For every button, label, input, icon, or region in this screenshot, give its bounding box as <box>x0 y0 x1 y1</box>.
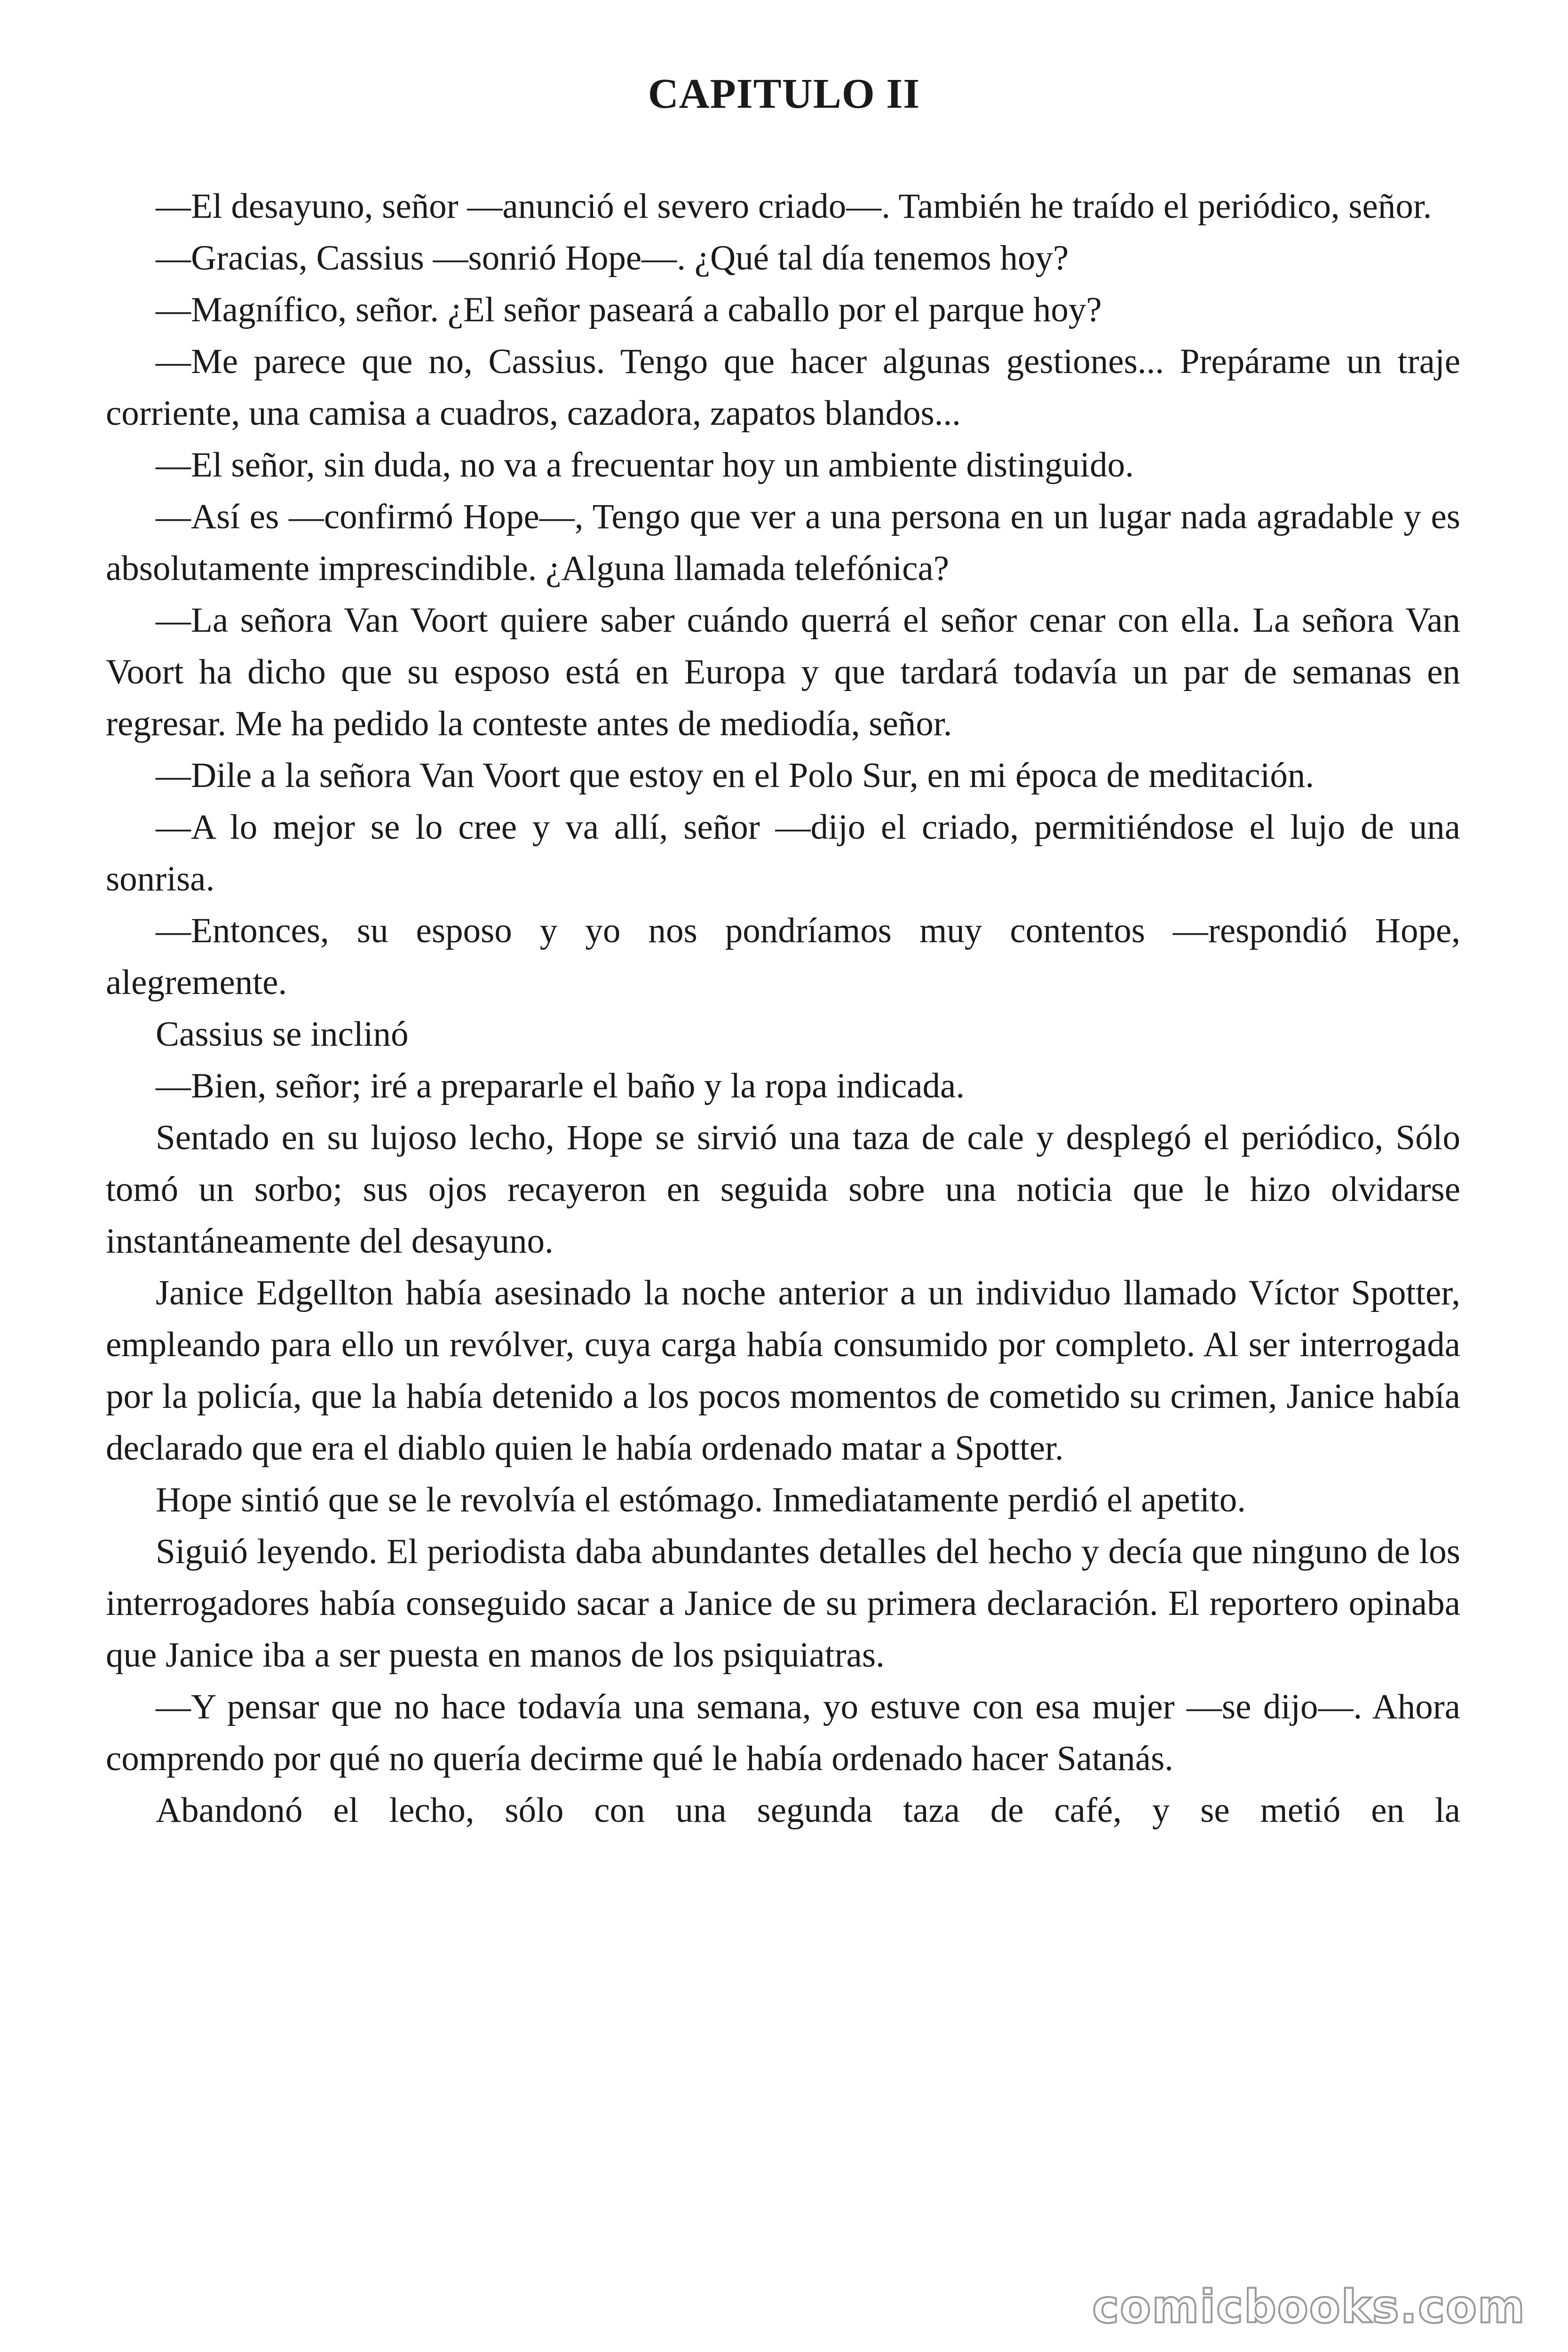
paragraph: —Y pensar que no hace todavía una semana, yo estuve con esa mujer —se dijo—. Ahora comprendo por qué no quería decirme qué le había ordenado hacer Satanás. <box>106 1687 1460 1778</box>
paragraph-cutoff: Abandonó el lecho, sólo con una segunda taza de café, y se metió en la <box>156 1791 1460 1830</box>
chapter-title: CAPITULO II <box>648 71 920 117</box>
paragraph: —El desayuno, señor —anunció el severo criado—. También he traído el periódico, señor. <box>156 187 1432 226</box>
paragraph: —A lo mejor se lo cree y va allí, señor —dijo el criado, permitiéndose el lujo de una sonrisa. <box>106 808 1460 898</box>
paragraph: Janice Edgellton había asesinado la noche anterior a un individuo llamado Víctor Spotter, empleando para ello un revólver, cuya carga había consumido por completo. Al ser interrogada por la policía, que la había detenido a los pocos momentos de cometido su crimen, Janice había declarado que era el diablo quien le había ordenado matar a Spotter. <box>106 1273 1460 1468</box>
paragraph: Cassius se inclinó <box>156 1015 409 1054</box>
paragraph: Sentado en su lujoso lecho, Hope se sirvió una taza de cale y desplegó el periódico, Sólo tomó un sorbo; sus ojos recayeron en seguida sobre una noticia que le hizo olvidarse instantáneamente del desayuno. <box>106 1118 1460 1261</box>
paragraph: Siguió leyendo. El periodista daba abundantes detalles del hecho y decía que ninguno de los interrogadores había conseguido sacar a Janice de su primera declaración. El reportero opinaba que Janice iba a ser puesta en manos de los psiquiatras. <box>106 1532 1460 1675</box>
paragraph: Hope sintió que se le revolvía el estómago. Inmediatamente perdió el apetito. <box>156 1480 1246 1519</box>
paragraph: —Magnífico, señor. ¿El señor paseará a caballo por el parque hoy? <box>156 290 1102 329</box>
paragraph: —La señora Van Voort quiere saber cuándo querrá el señor cenar con ella. La señora Van Voort ha dicho que su esposo está en Europa y que tardará todavía un par de semanas en regresar. Me ha pedido la conteste antes de mediodía, señor. <box>106 601 1460 743</box>
text-body <box>106 181 1460 1836</box>
paragraph: —Dile a la señora Van Voort que estoy en el Polo Sur, en mi época de meditación. <box>156 756 1315 795</box>
paragraph: —El señor, sin duda, no va a frecuentar hoy un ambiente distinguido. <box>156 445 1134 485</box>
paragraph: —Gracias, Cassius —sonrió Hope—. ¿Qué tal día tenemos hoy? <box>156 238 1069 278</box>
paragraph: —Bien, señor; iré a prepararle el baño y la ropa indicada. <box>156 1066 965 1105</box>
paragraph: —Me parece que no, Cassius. Tengo que hacer algunas gestiones... Prepárame un traje corriente, una camisa a cuadros, cazadora, zapatos blandos... <box>106 342 1460 433</box>
watermark: comicbooks.com <box>1092 2280 1526 2333</box>
paragraph: —Así es —confirmó Hope—, Tengo que ver a una persona en un lugar nada agradable y es absolutamente imprescindible. ¿Alguna llamada telefónica? <box>106 497 1460 588</box>
paragraph: —Entonces, su esposo y yo nos pondríamos muy contentos —respondió Hope, alegremente. <box>106 911 1460 1002</box>
